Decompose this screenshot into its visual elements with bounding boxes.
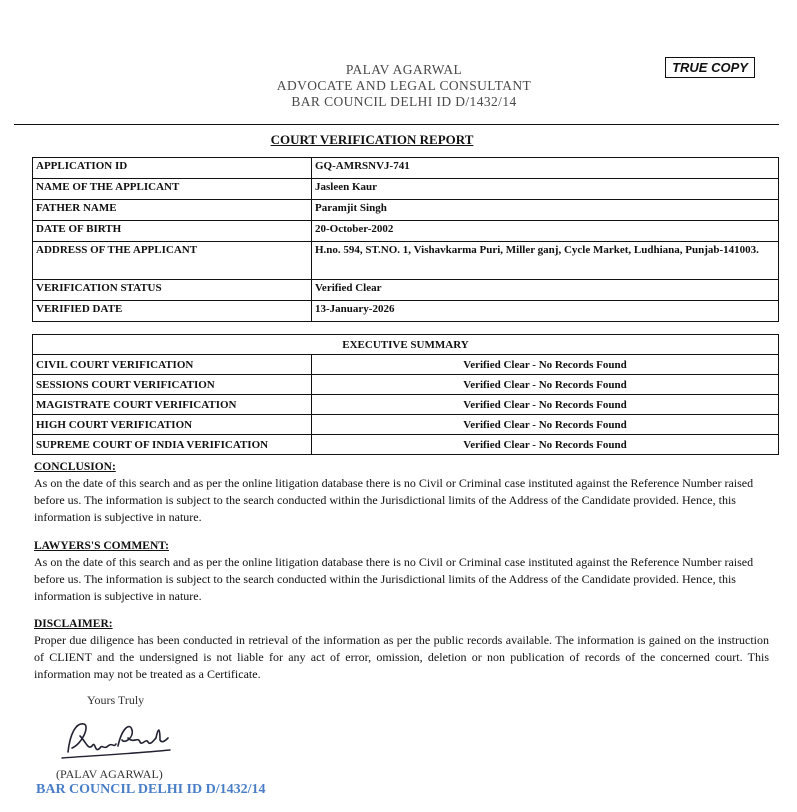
row-label: VERIFIED DATE [33, 301, 312, 322]
row-label: NAME OF THE APPLICANT [33, 179, 312, 200]
closing-salutation: Yours Truly [87, 693, 145, 707]
signatory-bar-id: BAR COUNCIL DELHI ID D/1432/14 [36, 782, 266, 797]
table-row [33, 280, 779, 301]
lawyers-comment-heading: LAWYERS'S COMMENT: [34, 540, 169, 552]
lawyers-comment-text: As on the date of this search and as per the online litigation database there is no Civil or Criminal case instituted against the Reference Number raised before us. The information is subject to the search conducted within the Jurisdictional limits of the Address of the Candidate provided. Hence, this information is subjective in nature. [34, 555, 754, 603]
row-value: 13-January-2026 [312, 301, 779, 322]
conclusion-text: As on the date of this search and as per the online litigation database there is no Civil or Criminal case instituted against the Reference Number raised before us. The information is subject to the search conducted within the Jurisdictional limits of the Address of the Candidate provided. Hence, this information is subjective in nature. [34, 476, 754, 524]
summary-header-row [33, 335, 779, 355]
row-value: Verified Clear - No Records Found [312, 375, 779, 395]
row-value: Verified Clear - No Records Found [312, 415, 779, 435]
disclaimer-text: Proper due diligence has been conducted in retrieval of the information as per the public records available. The information is gained on the instruction of CLIENT and the undersigned is not liable for any act of error, omission, deletion or non publication of records of the concerned court. This information may not be treated as a Certificate. [34, 633, 769, 681]
row-label: HIGH COURT VERIFICATION [33, 415, 312, 435]
row-label: MAGISTRATE COURT VERIFICATION [33, 395, 312, 415]
row-label: APPLICATION ID [33, 158, 312, 179]
row-label: ADDRESS OF THE APPLICANT [33, 242, 312, 280]
table-row [33, 375, 779, 395]
row-value: Verified Clear - No Records Found [312, 435, 779, 455]
table-row [33, 242, 779, 280]
row-label: SUPREME COURT OF INDIA VERIFICATION [33, 435, 312, 455]
applicant-details-table [32, 157, 779, 322]
advocate-profession: ADVOCATE AND LEGAL CONSULTANT [276, 78, 532, 93]
row-value: Verified Clear - No Records Found [312, 395, 779, 415]
row-value: Verified Clear - No Records Found [312, 355, 779, 375]
report-title: COURT VERIFICATION REPORT [270, 132, 474, 147]
table-row [33, 221, 779, 242]
table-row [33, 301, 779, 322]
row-value: H.no. 594, ST.NO. 1, Vishavkarma Puri, Miller ganj, Cycle Market, Ludhiana, Punjab-141003. [312, 242, 779, 280]
disclaimer-section [34, 617, 769, 683]
row-value: GQ-AMRSNVJ-741 [312, 158, 779, 179]
true-copy-stamp: TRUE COPY [665, 57, 755, 78]
row-value: Verified Clear [312, 280, 779, 301]
row-label: FATHER NAME [33, 200, 312, 221]
row-label: VERIFICATION STATUS [33, 280, 312, 301]
lawyers-comment-section [34, 539, 769, 605]
row-label: SESSIONS COURT VERIFICATION [33, 375, 312, 395]
table-row [33, 179, 779, 200]
conclusion-heading: CONCLUSION: [34, 461, 116, 473]
conclusion-section [34, 460, 769, 526]
signatory-name: (PALAV AGARWAL) [56, 767, 163, 781]
table-row [33, 395, 779, 415]
table-row [33, 158, 779, 179]
row-label: CIVIL COURT VERIFICATION [33, 355, 312, 375]
table-row [33, 415, 779, 435]
advocate-bar-id: BAR COUNCIL DELHI ID D/1432/14 [291, 94, 517, 109]
table-row [33, 435, 779, 455]
row-label: DATE OF BIRTH [33, 221, 312, 242]
disclaimer-heading: DISCLAIMER: [34, 618, 113, 630]
header-divider [14, 124, 779, 125]
summary-heading: EXECUTIVE SUMMARY [33, 335, 779, 355]
table-row [33, 355, 779, 375]
row-value: 20-October-2002 [312, 221, 779, 242]
signature-image [58, 714, 178, 766]
advocate-name: PALAV AGARWAL [345, 62, 463, 77]
row-value: Paramjit Singh [312, 200, 779, 221]
executive-summary-table [32, 334, 779, 455]
table-row [33, 200, 779, 221]
row-value: Jasleen Kaur [312, 179, 779, 200]
